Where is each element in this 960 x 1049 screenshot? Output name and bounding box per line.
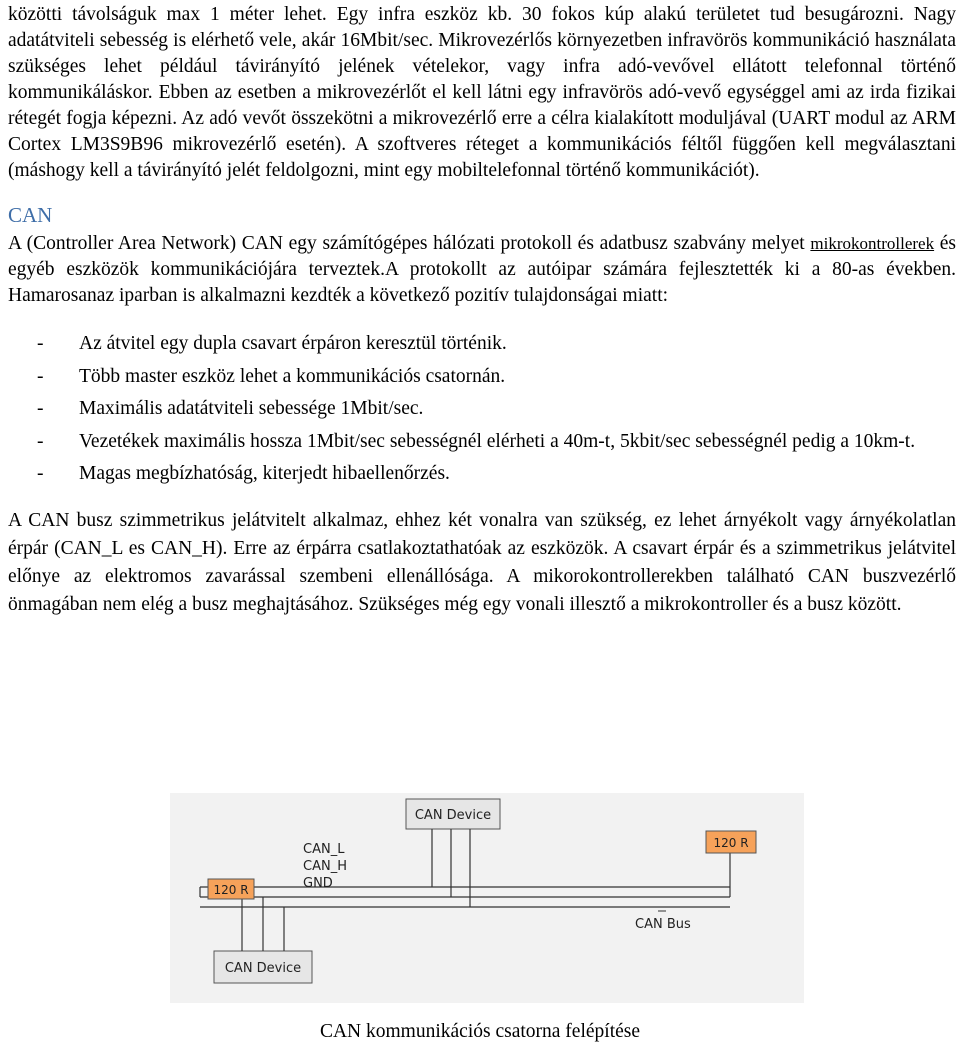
can-intro-paragraph — [8, 231, 956, 309]
line-label-gnd: GND — [303, 876, 333, 891]
list-item — [8, 458, 956, 491]
list-item-text: Maximális adatátviteli sebessége 1Mbit/sec. — [79, 398, 424, 419]
can-bus-diagram-svg — [170, 793, 804, 1003]
list-item-text: Több master eszköz lehet a kommunikációs csatornán. — [79, 365, 506, 387]
list-item-text: Magas megbízhatóság, kiterjedt hibaellenőrzés. — [79, 463, 450, 484]
list-dash: - — [37, 430, 44, 452]
can-intro-text-2: és egyéb eszközök kommunikációjára terveztek.A protokollt az autóipar számára fejlesztették ki a 80-as években. Hamarosanaz iparban is alkalmazni kezdték a következő pozitív tulajdonságai miatt: — [8, 233, 956, 306]
resistor-right-label: 120 R — [713, 836, 749, 850]
list-item-text: Vezetékek maximális hossza 1Mbit/sec sebességnél elérheti a 40m-t, 5kbit/sec sebességnél pedig a 10km-t. — [79, 430, 916, 452]
section-heading-can: CAN — [8, 203, 53, 227]
list-dash: - — [37, 463, 44, 484]
bus-label: CAN Bus — [635, 917, 691, 932]
resistor-left-label: 120 R — [213, 883, 249, 897]
can-bus-diagram — [170, 793, 804, 1003]
can-device-top-label: CAN Device — [414, 808, 492, 823]
list-item — [8, 426, 956, 459]
link-mikrokontrollerek[interactable]: mikrokontrollerek — [810, 234, 935, 253]
list-item-text: Az átvitel egy dupla csavart érpáron keresztül történik. — [79, 333, 507, 354]
figure-caption: CAN kommunikációs csatorna felépítése — [319, 1021, 641, 1042]
intro-paragraph: közötti távolságuk max 1 méter lehet. Egy infra eszköz kb. 30 fokos kúp alakú területet tud besugározni. Nagy adatátviteli sebesség is elérhető vele, akár 16Mbit/sec. Mikrovezérlős környezetben infravörös kommunikáció használata szükséges lehet például távirányító jelének vételekor, vagy infra adó-vevővel ellátott telefonnal történő kommunikáláskor. Ebben az esetben a mikrovezérlőt el kell látni egy infravörös adó-vevő egységgel ami az irda fizikai rétegét fogja képezni. Az adó vevőt összekötni a mikrovezérlő erre a célra kialakított moduljával (UART modul az ARM Cortex LM3S9B96 mikrovezérlő esetén). A szoftveres réteget a kommunikációs féltől függően kell megválasztani (máshogy kell a távirányító jelét feldolgozni, mint egy mobiltelefonnal történő kommunikációt). — [8, 4, 956, 181]
list-dash: - — [37, 333, 44, 354]
list-item — [8, 328, 956, 361]
can-bus-paragraph: A CAN busz szimmetrikus jelátvitelt alkalmaz, ehhez két vonalra van szükség, ez lehet árnyékolt vagy árnyékolatlan érpár (CAN_L es CAN_H). Erre az érpárra csatlakoztathatóak az eszközök. A csavart érpár és a szimmetrikus jelátvitel előnye az elektromos zavarással szembeni ellenállósága. A mikorokontrollerekben található CAN buszvezérlő önmagában nem elég a busz meghajtásához. Szükséges még egy vonali illesztő a mikrokontroller és a busz között. — [8, 509, 956, 615]
list-item — [8, 393, 956, 426]
line-label-can-l: CAN_L — [303, 842, 345, 857]
list-dash: - — [37, 365, 44, 387]
can-intro-text-1: A (Controller Area Network) CAN egy számítógépes hálózati protokoll és adatbusz szabvány melyet — [8, 233, 811, 254]
list-item — [8, 361, 956, 394]
document-page — [8, 0, 956, 619]
can-device-bottom-label: CAN Device — [224, 961, 302, 976]
list-dash: - — [37, 398, 44, 419]
line-label-can-h: CAN_H — [303, 859, 347, 874]
can-properties-list — [8, 328, 956, 491]
